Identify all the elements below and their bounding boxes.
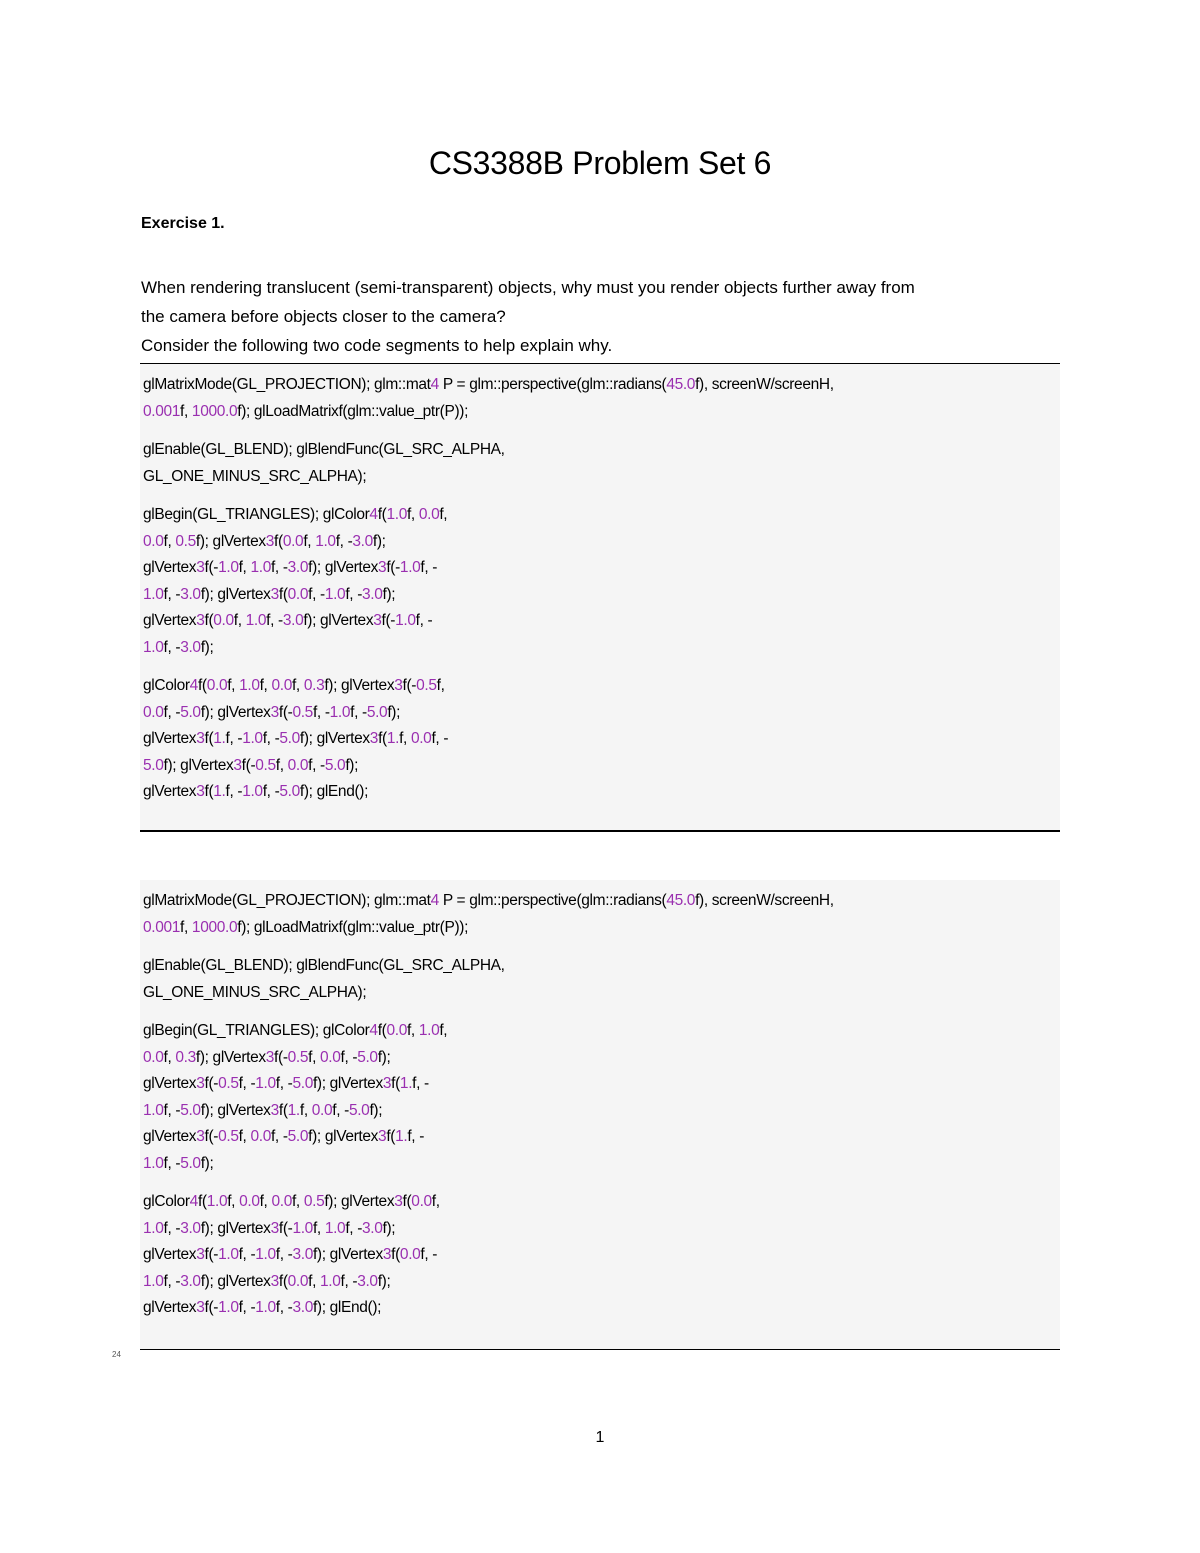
- code-line: glEnable(GL_BLEND); glBlendFunc(GL_SRC_ALPHA,: [143, 441, 505, 458]
- code-line: 0.0f, -5.0f); glVertex3f(-0.5f, -1.0f, -5.0f);: [143, 703, 401, 721]
- code-line: 0.001f, 1000.0f); glLoadMatrixf(glm::value_ptr(P));: [143, 402, 469, 420]
- numeric-literal: 3.0: [180, 638, 201, 656]
- numeric-literal: 3.0: [287, 559, 309, 576]
- numeric-literal: 1.0: [386, 506, 407, 523]
- code-line: 0.0f, 0.5f); glVertex3f(0.0f, 1.0f, -3.0f);: [143, 532, 386, 550]
- numeric-literal: 1.0: [218, 1246, 239, 1263]
- code-line: glBegin(GL_TRIANGLES); glColor4f(0.0f, 1.0f,: [143, 1022, 448, 1039]
- numeric-literal: 3.0: [180, 1272, 201, 1290]
- numeric-literal: 1.0: [242, 783, 263, 800]
- numeric-literal: 4: [430, 376, 439, 393]
- prompt-line: the camera before objects closer to the camera?: [141, 307, 506, 326]
- numeric-literal: 3.0: [180, 1219, 201, 1237]
- numeric-literal: 3: [270, 703, 279, 721]
- numeric-literal: 0.0: [287, 756, 309, 774]
- numeric-literal: 0.0: [411, 1193, 432, 1210]
- numeric-literal: 4: [369, 506, 378, 523]
- numeric-literal: 1.0: [329, 703, 351, 721]
- numeric-literal: 0.0: [287, 585, 309, 603]
- code-line: glEnable(GL_BLEND); glBlendFunc(GL_SRC_ALPHA,: [143, 957, 505, 974]
- numeric-literal: 5.0: [287, 1128, 309, 1145]
- numeric-literal: 4: [430, 892, 439, 909]
- numeric-literal: 1000.0: [191, 402, 238, 420]
- numeric-literal: 1.0: [143, 1272, 164, 1290]
- numeric-literal: 1.: [213, 730, 226, 747]
- numeric-literal: 3.0: [282, 612, 304, 629]
- code-line: 1.0f, -3.0f); glVertex3f(-1.0f, 1.0f, -3.0f);: [143, 1219, 396, 1237]
- numeric-literal: 3: [394, 1193, 403, 1210]
- numeric-literal: 3: [378, 1128, 387, 1145]
- numeric-literal: 3: [265, 532, 275, 550]
- numeric-literal: 1.0: [218, 1299, 239, 1316]
- numeric-literal: 0.5: [218, 1128, 239, 1145]
- code-line: glColor4f(1.0f, 0.0f, 0.0f, 0.5f); glVertex3f(0.0f,: [143, 1193, 440, 1210]
- code-line: 5.0f); glVertex3f(-0.5f, 0.0f, -5.0f);: [143, 756, 359, 774]
- prompt-line: When rendering translucent (semi-transparent) objects, why must you render objects further away from: [141, 278, 915, 297]
- code-paragraph: [143, 888, 1060, 941]
- numeric-literal: 1.0: [242, 730, 263, 747]
- numeric-literal: 4: [189, 677, 198, 694]
- numeric-literal: 5.0: [180, 1154, 201, 1172]
- code-line: GL_ONE_MINUS_SRC_ALPHA);: [143, 983, 367, 1001]
- numeric-literal: 5.0: [279, 730, 300, 747]
- numeric-literal: 1.0: [218, 559, 239, 576]
- numeric-literal: 1.0: [315, 532, 336, 550]
- code-paragraph: [143, 502, 1060, 661]
- numeric-literal: 3.0: [352, 532, 373, 550]
- numeric-literal: 1.0: [250, 559, 271, 576]
- code-paragraph: [143, 1018, 1060, 1177]
- code-line: 1.0f, -5.0f); glVertex3f(1.f, 0.0f, -5.0f);: [143, 1101, 383, 1119]
- code-paragraph: [143, 1189, 1060, 1322]
- numeric-literal: 5.0: [357, 1048, 378, 1066]
- numeric-literal: 1.0: [143, 1219, 164, 1237]
- numeric-literal: 0.0: [386, 1022, 407, 1039]
- code-paragraph: [143, 437, 1060, 490]
- numeric-literal: 3: [196, 1128, 205, 1145]
- numeric-literal: 0.0: [239, 1193, 260, 1210]
- numeric-literal: 3: [378, 559, 387, 576]
- numeric-literal: 1.0: [418, 1022, 440, 1039]
- numeric-literal: 1.0: [395, 612, 416, 629]
- numeric-literal: 0.3: [303, 677, 325, 694]
- numeric-literal: 1.: [395, 1128, 408, 1145]
- numeric-literal: 0.5: [255, 756, 276, 774]
- numeric-literal: 0.5: [292, 703, 313, 721]
- numeric-literal: 4: [369, 1022, 378, 1039]
- code-line: GL_ONE_MINUS_SRC_ALPHA);: [143, 467, 367, 485]
- numeric-literal: 1.0: [320, 1272, 341, 1290]
- numeric-literal: 3.0: [180, 585, 201, 603]
- code-line: 0.0f, 0.3f); glVertex3f(-0.5f, 0.0f, -5.0f);: [143, 1048, 391, 1066]
- code-line: glBegin(GL_TRIANGLES); glColor4f(1.0f, 0.0f,: [143, 506, 448, 523]
- numeric-literal: 1.: [287, 1101, 300, 1119]
- code-line: glMatrixMode(GL_PROJECTION); glm::mat4 P = glm::perspective(glm::radians(45.0f), screenW/screenH,: [143, 892, 834, 909]
- numeric-literal: 3: [196, 783, 205, 800]
- code-line: glVertex3f(-1.0f, -1.0f, -3.0f); glEnd();: [143, 1299, 382, 1316]
- numeric-literal: 3: [196, 612, 205, 629]
- numeric-literal: 3: [270, 1272, 279, 1290]
- numeric-literal: 1000.0: [191, 918, 238, 936]
- numeric-literal: 0.0: [320, 1048, 341, 1066]
- numeric-literal: 3: [265, 1048, 275, 1066]
- numeric-literal: 3: [373, 612, 382, 629]
- numeric-literal: 1.: [399, 1075, 413, 1092]
- code-line: glVertex3f(0.0f, 1.0f, -3.0f); glVertex3f(-1.0f, -: [143, 612, 433, 629]
- code-segment-2: [140, 880, 1060, 1350]
- code-line: glVertex3f(-1.0f, 1.0f, -3.0f); glVertex3f(-1.0f, -: [143, 559, 438, 576]
- numeric-literal: 5.0: [324, 756, 346, 774]
- numeric-literal: 3: [196, 1246, 205, 1263]
- code-segment-1: [140, 363, 1060, 832]
- numeric-literal: 0.0: [143, 703, 164, 721]
- numeric-literal: 0.0: [418, 506, 440, 523]
- numeric-literal: 1.0: [292, 1219, 313, 1237]
- numeric-literal: 1.0: [324, 585, 346, 603]
- numeric-literal: 0.5: [416, 677, 437, 694]
- numeric-literal: 5.0: [180, 1101, 201, 1119]
- numeric-literal: 0.0: [282, 532, 304, 550]
- numeric-literal: 3: [270, 1101, 279, 1119]
- numeric-literal: 1.0: [255, 1246, 276, 1263]
- numeric-literal: 3: [394, 677, 403, 694]
- numeric-literal: 1.0: [245, 612, 267, 629]
- numeric-literal: 1.0: [143, 1101, 164, 1119]
- numeric-literal: 0.001: [143, 918, 181, 936]
- numeric-literal: 5.0: [292, 1075, 313, 1092]
- numeric-literal: 3: [382, 1075, 392, 1092]
- numeric-literal: 0.0: [311, 1101, 333, 1119]
- code-line: glVertex3f(-1.0f, -1.0f, -3.0f); glVertex3f(0.0f, -: [143, 1246, 438, 1263]
- numeric-literal: 3: [270, 1219, 279, 1237]
- numeric-literal: 0.5: [303, 1193, 325, 1210]
- numeric-literal: 0.001: [143, 402, 181, 420]
- numeric-literal: 0.5: [175, 532, 196, 550]
- code-paragraph: [143, 372, 1060, 425]
- code-paragraph: [143, 673, 1060, 806]
- numeric-literal: 0.3: [175, 1048, 196, 1066]
- numeric-literal: 3: [233, 756, 242, 774]
- code-line: glMatrixMode(GL_PROJECTION); glm::mat4 P = glm::perspective(glm::radians(45.0f), screenW/screenH,: [143, 376, 834, 393]
- code-line: glVertex3f(1.f, -1.0f, -5.0f); glEnd();: [143, 783, 369, 800]
- numeric-literal: 3: [196, 1075, 205, 1092]
- code-line: glVertex3f(1.f, -1.0f, -5.0f); glVertex3f(1.f, 0.0f, -: [143, 730, 449, 747]
- exercise-prompt: [141, 273, 1071, 360]
- numeric-literal: 5.0: [279, 783, 300, 800]
- numeric-literal: 45.0: [666, 376, 696, 393]
- numeric-literal: 5.0: [366, 703, 388, 721]
- numeric-literal: 0.0: [206, 677, 228, 694]
- code-line: 1.0f, -3.0f); glVertex3f(0.0f, 1.0f, -3.0f);: [143, 1272, 391, 1290]
- numeric-literal: 1.0: [255, 1075, 276, 1092]
- numeric-literal: 1.0: [143, 638, 164, 656]
- numeric-literal: 0.0: [143, 1048, 164, 1066]
- margin-note: 24: [112, 1350, 121, 1359]
- numeric-literal: 0.0: [271, 677, 292, 694]
- numeric-literal: 1.0: [143, 585, 164, 603]
- numeric-literal: 3: [382, 1246, 392, 1263]
- code-paragraph: [143, 953, 1060, 1006]
- numeric-literal: 3.0: [292, 1246, 313, 1263]
- numeric-literal: 5.0: [180, 703, 201, 721]
- code-line: glColor4f(0.0f, 1.0f, 0.0f, 0.3f); glVertex3f(-0.5f,: [143, 677, 445, 694]
- numeric-literal: 3.0: [292, 1299, 313, 1316]
- code-line: glVertex3f(-0.5f, 0.0f, -5.0f); glVertex3f(1.f, -: [143, 1128, 425, 1145]
- numeric-literal: 0.5: [287, 1048, 309, 1066]
- numeric-literal: 45.0: [666, 892, 696, 909]
- numeric-literal: 1.: [213, 783, 226, 800]
- numeric-literal: 1.0: [255, 1299, 276, 1316]
- numeric-literal: 5.0: [348, 1101, 370, 1119]
- page-title: CS3388B Problem Set 6: [428, 145, 772, 181]
- numeric-literal: 0.0: [271, 1193, 292, 1210]
- exercise-heading: Exercise 1.: [141, 215, 225, 232]
- numeric-literal: 1.0: [206, 1193, 228, 1210]
- numeric-literal: 3: [270, 585, 279, 603]
- numeric-literal: 0.0: [410, 730, 432, 747]
- code-line: glVertex3f(-0.5f, -1.0f, -5.0f); glVertex3f(1.f, -: [143, 1075, 429, 1092]
- code-line: 1.0f, -3.0f); glVertex3f(0.0f, -1.0f, -3.0f);: [143, 585, 396, 603]
- numeric-literal: 1.0: [399, 559, 421, 576]
- numeric-literal: 1.0: [324, 1219, 346, 1237]
- code-line: 1.0f, -5.0f);: [143, 1154, 214, 1172]
- numeric-literal: 0.0: [213, 612, 234, 629]
- numeric-literal: 3: [196, 730, 205, 747]
- numeric-literal: 0.0: [143, 532, 164, 550]
- numeric-literal: 1.0: [143, 1154, 164, 1172]
- numeric-literal: 5.0: [143, 756, 164, 774]
- numeric-literal: 3.0: [362, 1219, 383, 1237]
- numeric-literal: 0.0: [287, 1272, 309, 1290]
- numeric-literal: 0.5: [218, 1075, 239, 1092]
- numeric-literal: 3: [196, 1299, 205, 1316]
- code-line: 1.0f, -3.0f);: [143, 638, 214, 656]
- numeric-literal: 3: [369, 730, 379, 747]
- numeric-literal: 1.0: [239, 677, 260, 694]
- numeric-literal: 3.0: [357, 1272, 378, 1290]
- page-number: 1: [595, 1429, 605, 1446]
- numeric-literal: 3: [196, 559, 205, 576]
- numeric-literal: 3.0: [362, 585, 383, 603]
- numeric-literal: 0.0: [250, 1128, 271, 1145]
- prompt-line: Consider the following two code segments to help explain why.: [141, 336, 613, 355]
- numeric-literal: 4: [189, 1193, 198, 1210]
- code-line: 0.001f, 1000.0f); glLoadMatrixf(glm::value_ptr(P));: [143, 918, 469, 936]
- numeric-literal: 1.: [386, 730, 400, 747]
- numeric-literal: 0.0: [399, 1246, 421, 1263]
